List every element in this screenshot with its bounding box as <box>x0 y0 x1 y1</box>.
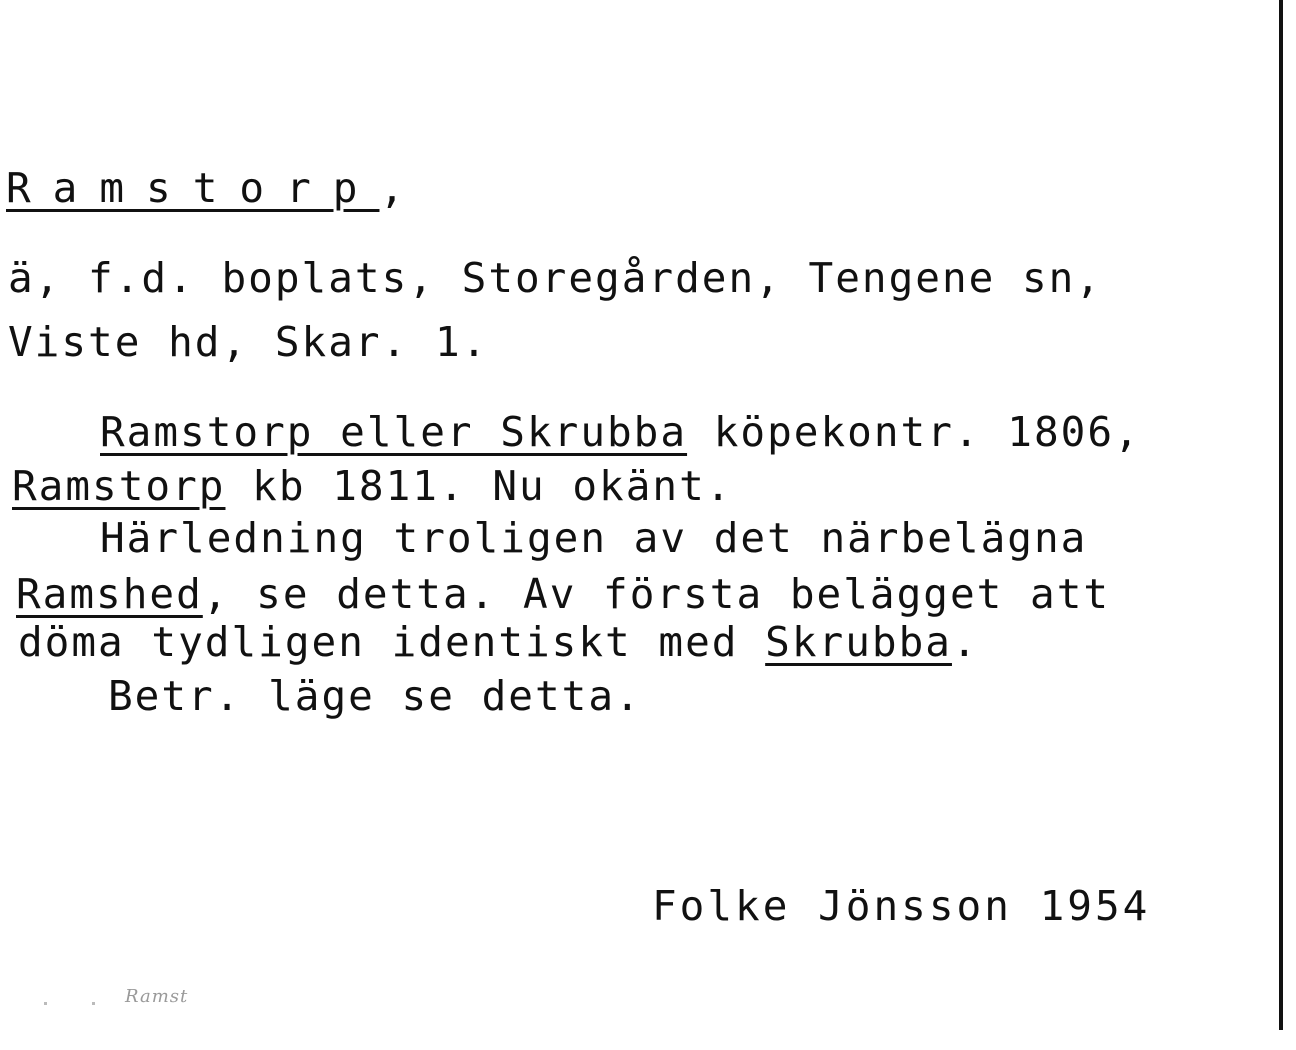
body-line-1-rest: köpekontr. 1806, <box>687 408 1141 456</box>
source-ref-ramstorp: Ramstorp <box>12 462 226 510</box>
location-line-1: ä, f.d. boplats, Storegården, Tengene sn, <box>8 254 1103 302</box>
body-line-2 <box>12 462 733 510</box>
cross-ref-ramshed: Ramshed <box>16 570 203 618</box>
speck-mark <box>44 1002 47 1005</box>
body-line-4-rest: , se detta. Av första belägget att <box>202 570 1111 618</box>
card-edge-line <box>1279 0 1283 1030</box>
body-line-4 <box>16 570 1111 618</box>
body-line-3: Härledning troligen av det närbelägna <box>100 514 1088 562</box>
author-signature: Folke Jönsson 1954 <box>652 882 1151 930</box>
body-line-6: Betr. läge se detta. <box>108 672 642 720</box>
body-line-1 <box>100 408 1141 456</box>
body-line-5 <box>18 618 979 666</box>
cross-ref-skrubba: Skrubba <box>765 618 952 666</box>
body-line-5-end: . <box>951 618 979 666</box>
entry-title-comma: , <box>379 164 407 212</box>
body-line-2-rest: kb 1811. Nu okänt. <box>225 462 733 510</box>
faint-stamp-mark: Ramst <box>125 986 189 1007</box>
body-line-5-start: döma tydligen identiskt med <box>18 618 766 666</box>
entry-title <box>6 164 407 212</box>
entry-title-name: Ramstorp <box>6 164 380 212</box>
location-line-2: Viste hd, Skar. 1. <box>8 318 489 366</box>
speck-mark <box>92 1002 95 1005</box>
source-ref-ramstorp-eller-skrubba: Ramstorp eller Skrubba <box>100 408 688 456</box>
